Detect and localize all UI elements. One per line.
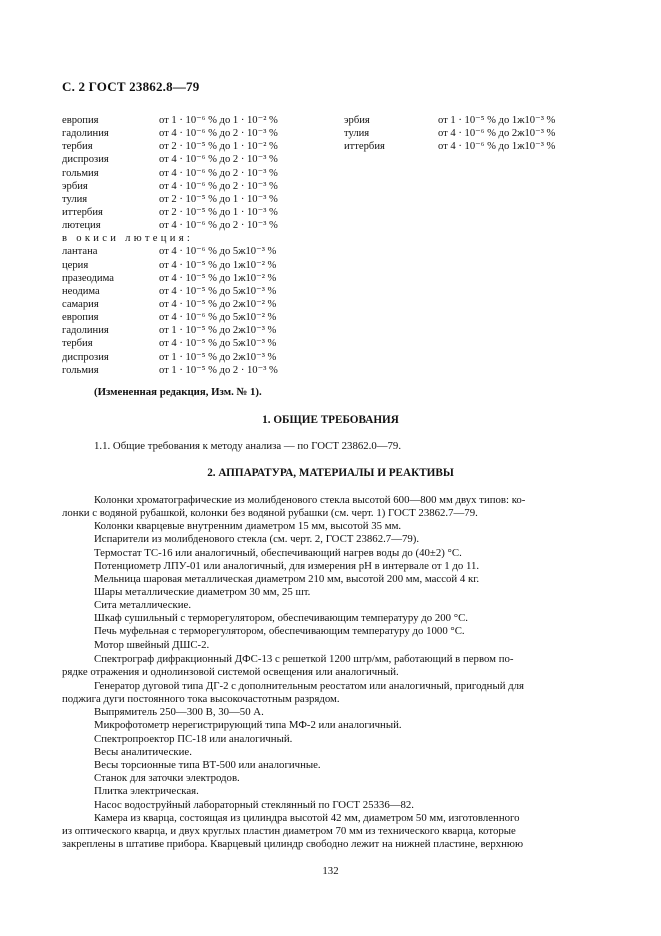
paragraph-line: Насос водоструйный лабораторный стеклянный по ГОСТ 25336—82. (94, 799, 415, 811)
range-value: от 1 · 10⁻⁶ % до 1 · 10⁻² % (159, 115, 278, 126)
table-row (62, 351, 332, 364)
range-value: от 4 · 10⁻⁵ % до 5ж10⁻³ % (159, 338, 277, 350)
element-name: гадолиния (62, 325, 109, 337)
page-number: 132 (322, 865, 339, 877)
paragraph-line: Испарители из молибденового стекла (см. черт. 2, ГОСТ 23862.7—79). (94, 533, 420, 545)
table-row (62, 180, 332, 193)
range-value: от 4 · 10⁻⁶ % до 1ж10⁻³ % (438, 141, 556, 153)
element-name: гольмия (62, 167, 99, 179)
range-value: от 1 · 10⁻⁵ % до 1ж10⁻³ % (438, 115, 556, 126)
element-name: диспрозия (62, 154, 109, 166)
range-value: от 1 · 10⁻⁵ % до 2 · 10⁻³ % (159, 364, 278, 376)
element-name: тулия (344, 128, 370, 140)
paragraph-line: Камера из кварца, состоящая из цилиндра высотой 42 мм, диаметром 50 мм, изготовленного (94, 812, 520, 824)
section-2-title: 2. АППАРАТУРА, МАТЕРИАЛЫ И РЕАКТИВЫ (207, 467, 454, 479)
paragraph-line: Генератор дуговой типа ДГ-2 с дополнительным реостатом или аналогичный, пригодный для (94, 680, 525, 692)
paragraph-line: Весы торсионные типа ВТ-500 или аналогичные. (94, 759, 321, 771)
paragraph-line: Спектрограф дифракционный ДФС-13 с решеткой 1200 штр/мм, работающий в первом по- (94, 653, 514, 665)
table-subheader-row (62, 232, 332, 245)
table-row (344, 114, 614, 127)
range-value: от 4 · 10⁻⁶ % до 2 · 10⁻³ % (159, 220, 278, 232)
paragraph-line: Печь муфельная с терморегулятором, обеспечивающим температуру до 1000 °С. (94, 625, 465, 637)
paragraph-line: Колонки хроматографические из молибденового стекла высотой 600—800 мм двух типов: ко- (94, 494, 526, 506)
paragraph-line: Шкаф сушильный с терморегулятором, обеспечивающим температуру до 200 °С. (94, 612, 468, 624)
range-value: от 4 · 10⁻⁶ % до 2 · 10⁻³ % (159, 128, 278, 140)
element-name: празеодима (62, 272, 114, 284)
table-row (62, 259, 332, 272)
paragraph-line: Спектропроектор ПС-18 или аналогичный. (94, 733, 293, 745)
paragraph-line: Весы аналитические. (94, 746, 192, 758)
paragraph-line: из оптического кварца, и двух круглых пластин диаметром 70 мм из технического кварца, которые (62, 825, 516, 837)
range-value: от 2 · 10⁻⁵ % до 1 · 10⁻³ % (159, 206, 278, 218)
element-name: гольмия (62, 364, 99, 376)
change-note: (Измененная редакция, Изм. № 1). (94, 386, 262, 398)
element-name: диспрозия (62, 351, 109, 363)
element-name: тулия (62, 193, 88, 205)
element-name: эрбия (344, 115, 370, 126)
range-value: от 4 · 10⁻⁵ % до 2ж10⁻² % (159, 298, 277, 310)
range-value: от 4 · 10⁻⁵ % до 5ж10⁻³ % (159, 285, 277, 297)
range-value: от 2 · 10⁻⁵ % до 1 · 10⁻² % (159, 141, 278, 153)
paragraph-line: Мельница шаровая металлическая диаметром 210 мм, высотой 200 мм, массой 4 кг. (94, 573, 480, 585)
page-header: С. 2 ГОСТ 23862.8—79 (62, 79, 200, 94)
table-row (62, 193, 332, 206)
paragraph-line: закреплены в штативе прибора. Кварцевый цилиндр свободно лежит на нижней пластине, верхнюю (62, 838, 524, 850)
paragraph-line: лонки с водяной рубашкой, колонки без водяной рубашки (см. черт. 1) ГОСТ 23862.7—79. (62, 507, 478, 519)
impurity-table-left (62, 114, 332, 377)
table-subheader: в окиси лютеция: (62, 233, 194, 245)
range-value: от 4 · 10⁻⁶ % до 2 · 10⁻³ % (159, 180, 278, 192)
section-1-text: 1.1. Общие требования к методу анализа — по ГОСТ 23862.0—79. (94, 440, 402, 452)
table-row (344, 127, 614, 140)
element-name: эрбия (62, 180, 88, 192)
table-row (62, 245, 332, 258)
table-row (62, 140, 332, 153)
paragraph-line: Колонки кварцевые внутренним диаметром 15 мм, высотой 35 мм. (94, 520, 402, 532)
paragraph-line: Сита металлические. (94, 599, 192, 611)
paragraph-line: Термостат ТС-16 или аналогичный, обеспечивающий нагрев воды до (40±2) °С. (94, 547, 462, 559)
paragraph-line: Микрофотометр нерегистрирующий типа МФ-2 или аналогичный. (94, 719, 402, 731)
range-value: от 4 · 10⁻⁵ % до 1ж10⁻² % (159, 272, 277, 284)
element-name: европия (62, 115, 99, 126)
range-value: от 4 · 10⁻⁶ % до 5ж10⁻³ % (159, 246, 277, 258)
element-name: лютеция (62, 220, 101, 232)
table-row (62, 127, 332, 140)
element-name: церия (62, 259, 89, 271)
table-row (62, 364, 332, 377)
element-name: тербия (62, 141, 93, 153)
paragraph-line: Потенциометр ЛПУ-01 или аналогичный, для измерения рН в интервале от 1 до 11. (94, 560, 480, 572)
paragraph-line: Выпрямитель 250—300 В, 30—50 А. (94, 706, 264, 718)
element-name: европия (62, 312, 99, 324)
paragraph-line: Станок для заточки электродов. (94, 772, 240, 784)
range-value: от 4 · 10⁻⁶ % до 2ж10⁻³ % (438, 128, 556, 140)
range-value: от 4 · 10⁻⁶ % до 5ж10⁻² % (159, 312, 277, 324)
paragraph-line: Мотор швейный ДШС-2. (94, 639, 210, 651)
table-row (62, 285, 332, 298)
section-1-title: 1. ОБЩИЕ ТРЕБОВАНИЯ (262, 414, 399, 426)
range-value: от 1 · 10⁻⁵ % до 2ж10⁻³ % (159, 351, 277, 363)
table-row (62, 311, 332, 324)
paragraph-line: рядке отражения и однолинзовой системой освещения или аналогичный. (62, 666, 399, 678)
table-row (62, 114, 332, 127)
paragraph-line: Шары металлические диаметром 30 мм, 25 шт. (94, 586, 311, 598)
element-name: тербия (62, 338, 93, 350)
table-row (62, 272, 332, 285)
element-name: лантана (62, 246, 98, 258)
range-value: от 4 · 10⁻⁶ % до 2 · 10⁻³ % (159, 154, 278, 166)
table-row (62, 324, 332, 337)
table-row (62, 298, 332, 311)
table-row (62, 337, 332, 350)
range-value: от 4 · 10⁻⁵ % до 1ж10⁻² % (159, 259, 277, 271)
paragraph-line: Плитка электрическая. (94, 785, 199, 797)
table-row (62, 153, 332, 166)
table-row (62, 219, 332, 232)
element-name: гадолиния (62, 128, 109, 140)
impurity-table-right (344, 114, 614, 153)
element-name: неодима (62, 285, 100, 297)
table-row (62, 167, 332, 180)
element-name: иттербия (62, 206, 103, 218)
range-value: от 1 · 10⁻⁵ % до 2ж10⁻³ % (159, 325, 277, 337)
table-row (62, 206, 332, 219)
range-value: от 2 · 10⁻⁵ % до 1 · 10⁻³ % (159, 193, 278, 205)
element-name: иттербия (344, 141, 385, 153)
range-value: от 4 · 10⁻⁶ % до 2 · 10⁻³ % (159, 167, 278, 179)
element-name: самария (62, 298, 99, 310)
table-row (344, 140, 614, 153)
paragraph-line: поджига дуги постоянного тока высокочастотным разрядом. (62, 693, 340, 705)
